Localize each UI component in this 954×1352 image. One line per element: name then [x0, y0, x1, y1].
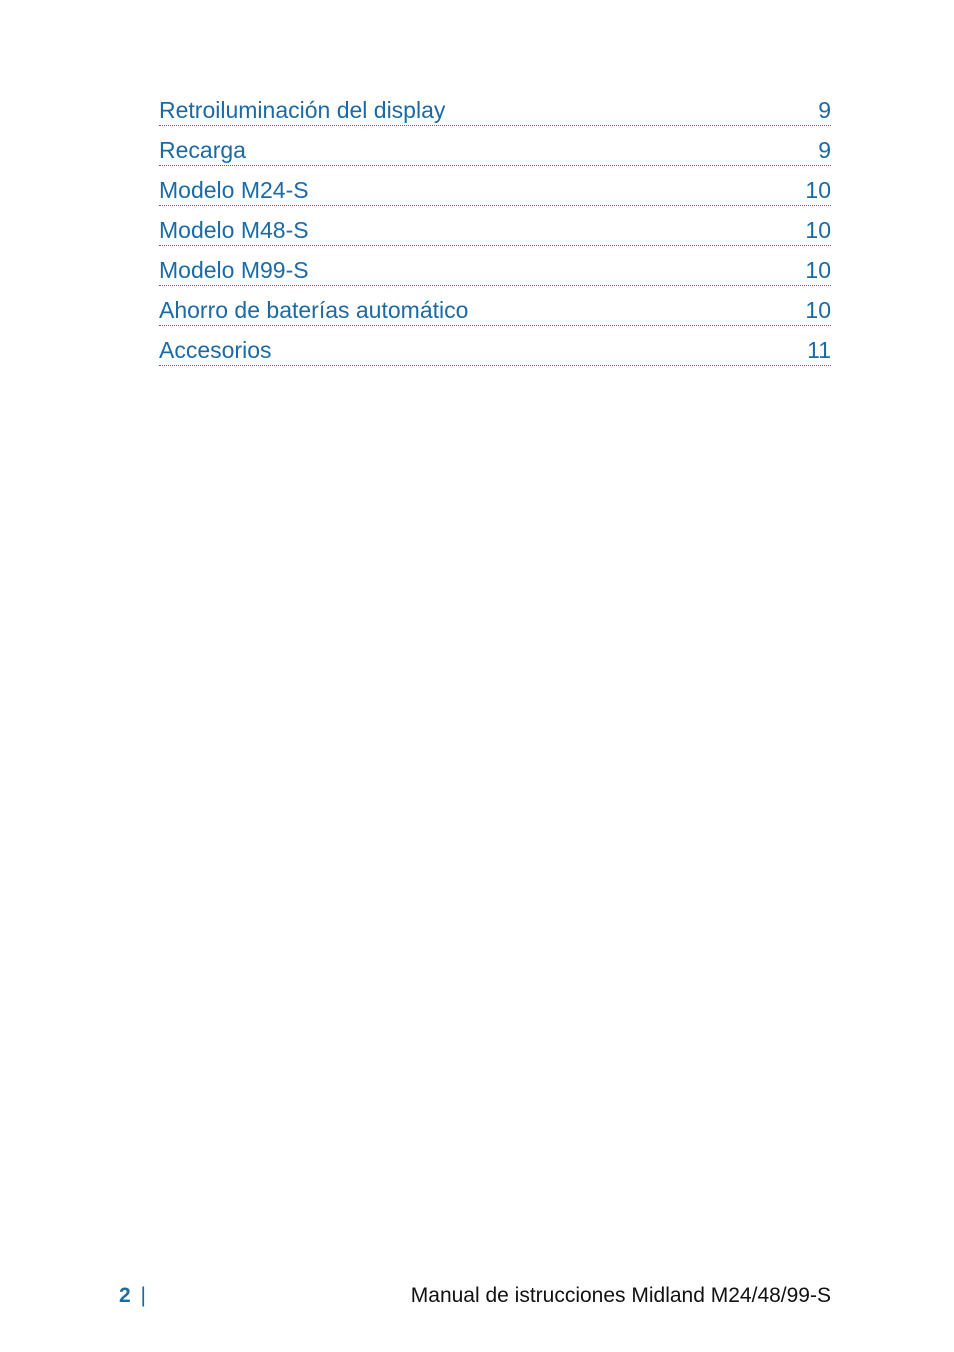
toc-entry-title: Retroiluminación del display: [159, 97, 446, 123]
manual-title: Manual de istrucciones Midland M24/48/99-S: [410, 1284, 831, 1307]
toc-entry-title: Modelo M24-S: [159, 177, 309, 203]
toc-entry-title: Ahorro de baterías automático: [159, 297, 469, 323]
toc-entry-page: 10: [805, 217, 831, 243]
toc-entry[interactable]: [159, 126, 831, 166]
toc-entry-title: Accesorios: [159, 337, 272, 363]
page-number-separator: |: [140, 1284, 146, 1307]
toc-entry-title: Modelo M99-S: [159, 257, 309, 283]
toc-entry-title: Recarga: [159, 137, 246, 163]
toc-entry[interactable]: [159, 246, 831, 286]
toc-entry-page: 9: [818, 97, 831, 123]
toc-entry-page: 10: [805, 177, 831, 203]
toc-entry[interactable]: [159, 166, 831, 206]
toc-entry-title: Modelo M48-S: [159, 217, 309, 243]
page-footer: [119, 1284, 831, 1308]
page-number: 2: [119, 1284, 131, 1307]
toc-entry-page: 11: [807, 337, 831, 363]
page-number-block: [119, 1284, 146, 1308]
toc-entry[interactable]: [159, 86, 831, 126]
toc-entry[interactable]: [159, 206, 831, 246]
toc-entry-page: 10: [805, 257, 831, 283]
toc-entry-page: 9: [818, 137, 831, 163]
table-of-contents: [159, 86, 831, 366]
toc-entry-page: 10: [805, 297, 831, 323]
toc-entry[interactable]: [159, 326, 831, 366]
toc-entry[interactable]: [159, 286, 831, 326]
